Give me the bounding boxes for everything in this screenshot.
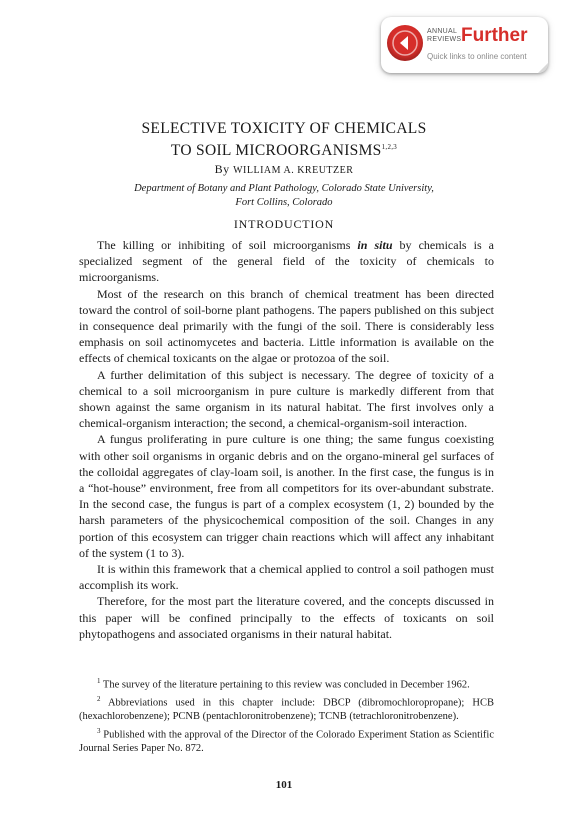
footnote-text: Published with the approval of the Director of the Colorado Experiment Station as Scientific Journal Series Paper No. 872. bbox=[79, 729, 494, 754]
footnotes bbox=[79, 675, 494, 756]
paragraph-1-after: by chemicals is a specialized segment of the general field of the toxicity of chemicals to microorganisms. bbox=[79, 238, 494, 285]
paragraph bbox=[79, 237, 494, 286]
badge-title: Further bbox=[461, 25, 528, 46]
page-number: 101 bbox=[275, 779, 293, 791]
article-body bbox=[79, 237, 494, 642]
footnote bbox=[79, 675, 494, 692]
badge-subtitle: Quick links to online content bbox=[427, 52, 527, 61]
section-heading: INTRODUCTION bbox=[233, 217, 335, 231]
further-badge[interactable] bbox=[381, 17, 548, 73]
paragraph: A fungus proliferating in pure culture is one thing; the same fungus coexisting with other soil organisms in organic debris and on the organo-mineral gel surfaces of the colloidal aggregates of clay-loam soil, is another. In the first case, the fungus is in a “hot-house” environment, free from all competitors for its over-abundant substrate. In the second case, the fungus is part of a complex ecosystem (1, 2) bounded by the harsh parameters of the physicochemical composition of the soil. Changes in any portion of this ecosystem can trigger chain reactions which will affect any inhabitant of the system (1 to 3). bbox=[79, 432, 494, 560]
footnote-mark: 1 bbox=[97, 677, 101, 685]
footnote-mark: 2 bbox=[97, 695, 101, 704]
badge-brand-reviews: REVIEWS bbox=[427, 36, 462, 43]
article-title-line1: SELECTIVE TOXICITY OF CHEMICALS bbox=[141, 120, 427, 137]
title-footnote-marks: 1,2,3 bbox=[381, 143, 398, 151]
paragraph: Most of the research on this branch of chemical treatment has been directed toward the control of soil-borne plant pathogens. The papers published on this subject in consequence deal primarily with the fungi of the soil. There is considerably less emphasis on soil actinomycetes and bacteria. Little information is available on the effects of chemical toxicants on the algae or protozoa of the soil. bbox=[79, 286, 494, 366]
affiliation-line1: Department of Botany and Plant Pathology, Colorado State University, bbox=[134, 183, 434, 194]
footnote-text: Abbreviations used in this chapter include: DBCP (dibromochloropropane); HCB (hexachlorobenzene); PCNB (pentachloronitrobenzene); TCNB (tetrachloronitrobenzene). bbox=[79, 697, 494, 723]
article-title-line2-text: TO SOIL MICROORGANISMS bbox=[170, 142, 382, 160]
affiliation-line2: Fort Collins, Colorado bbox=[235, 197, 333, 208]
paragraph-1-before: The killing or inhibiting of soil microorganisms bbox=[97, 238, 358, 252]
author-prefix: By bbox=[214, 162, 230, 176]
article-title-line2 bbox=[0, 138, 568, 160]
author-line bbox=[0, 162, 568, 177]
paragraph: It is within this framework that a chemical applied to control a soil pathogen must accomplish its work. bbox=[79, 562, 494, 593]
paragraph-1-emphasis: in situ bbox=[357, 238, 393, 252]
footnote bbox=[79, 693, 494, 724]
badge-page-curl bbox=[538, 63, 548, 73]
author-name: WILLIAM A. KREUTZER bbox=[233, 165, 354, 176]
badge-brand-annual: ANNUAL bbox=[427, 28, 458, 35]
left-arrow-icon bbox=[387, 25, 423, 61]
footnote bbox=[79, 725, 494, 756]
footnote-mark: 3 bbox=[97, 726, 101, 735]
paragraph: A further delimitation of this subject is necessary. The degree of toxicity of a chemical to a soil microorganism in pure culture is markedly different from that shown against the same organism in its natural habitat. The first involves only a chemical-organism interaction; the second, a chemical-organism-soil interaction. bbox=[79, 367, 494, 431]
footnote-text: The survey of the literature pertaining to this review was concluded in December 1962. bbox=[100, 679, 470, 691]
paragraph: Therefore, for the most part the literature covered, and the concepts discussed in this paper will be confined principally to the effects of toxicants on soil phytopathogens and associated organisms in their natural habitat. bbox=[79, 594, 494, 641]
